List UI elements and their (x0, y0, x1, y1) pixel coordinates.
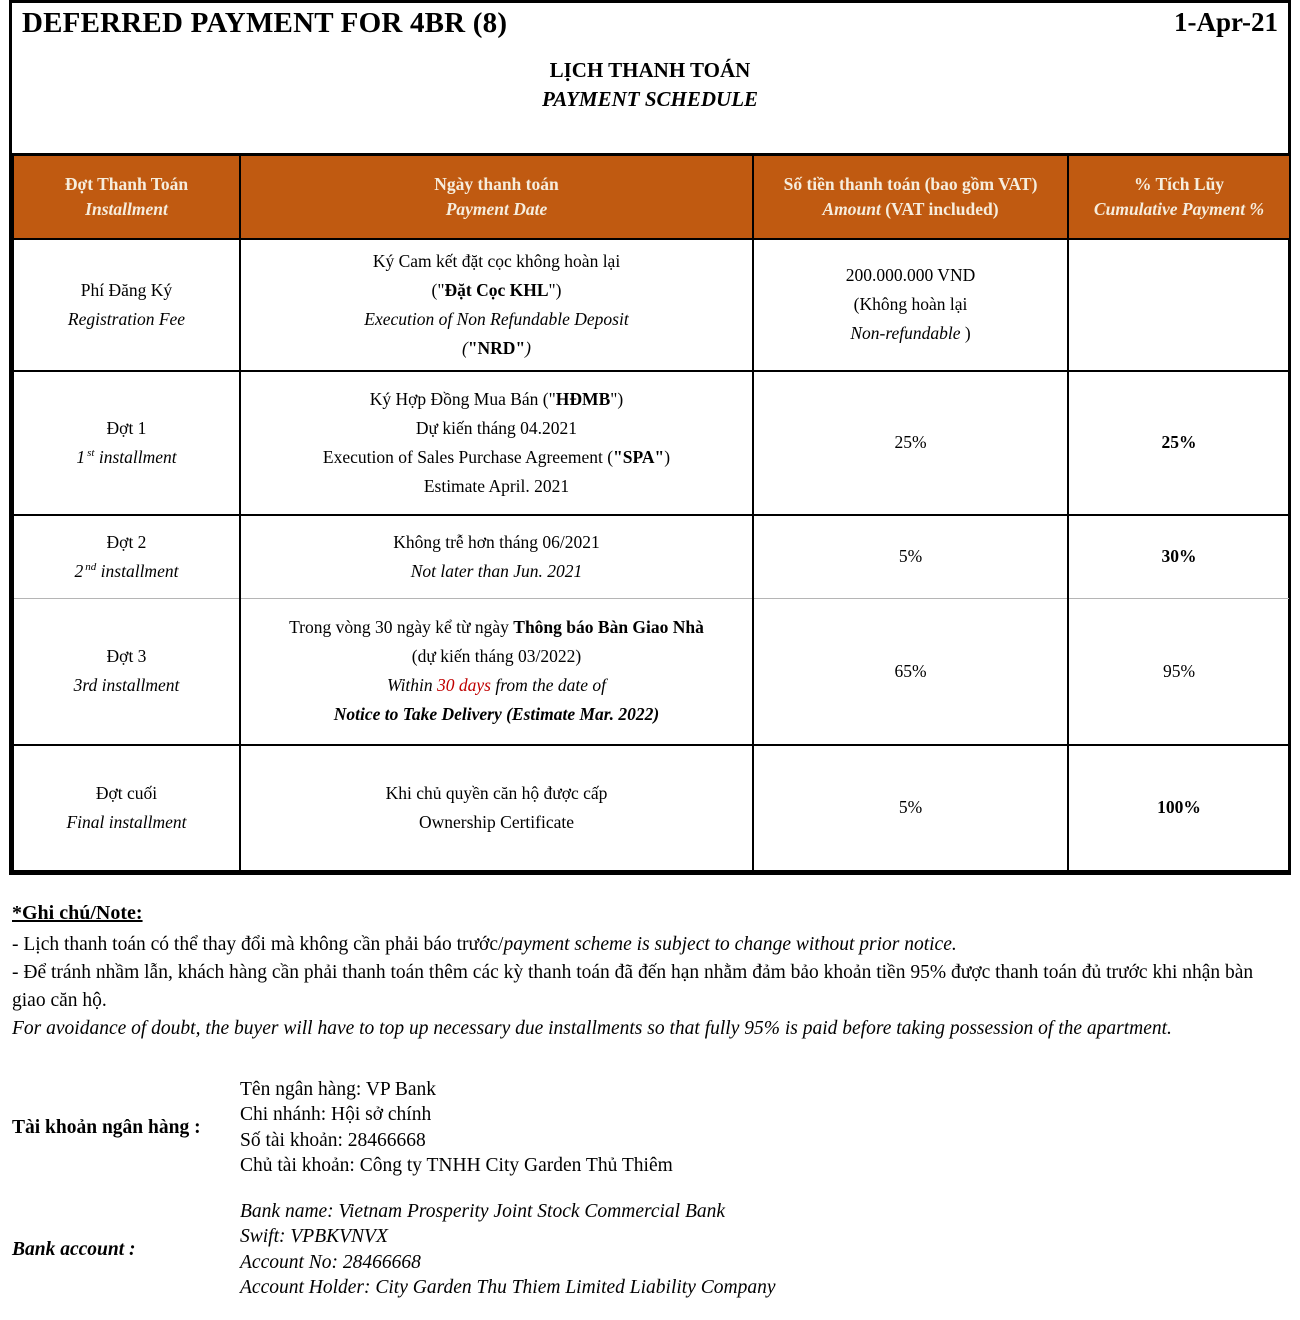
document-frame (9, 0, 1291, 875)
cell-amount: 5% (753, 745, 1068, 871)
note-line-2: - Để tránh nhầm lẫn, khách hàng cần phải thanh toán thêm các kỳ thanh toán đã đến hạn nhằm đảm bảo khoản tiền 95% được thanh toán đủ trước khi nhận bàn giao căn hộ. (12, 961, 1254, 1011)
cell-amount: 200.000.000 VND (Không hoàn lại Non-refundable ) (753, 239, 1068, 371)
bank-swift-line: Swift: VPBKVNVX (240, 1226, 388, 1247)
red-highlight-30-days: 30 days (437, 675, 491, 696)
table-row-installment-3 (13, 599, 1290, 745)
cell-installment: Đợt 3 3rd installment (13, 599, 240, 745)
cell-cumulative: 95% (1068, 599, 1290, 745)
note-line-3: For avoidance of doubt, the buyer will have to top up necessary due installments so that fully 95% is paid before taking possession of the apartment. (12, 1017, 1172, 1039)
cell-cumulative: 25% (1068, 371, 1290, 515)
table-header-row (13, 155, 1290, 239)
cell-installment: Đợt 1 1 $^{st}$ installment (13, 371, 240, 515)
bank-account-holder-line: Account Holder: City Garden Thu Thiem Limited Liability Company (240, 1277, 776, 1298)
cell-payment-date: Ký Cam kết đặt cọc không hoàn lại ("Đặt Cọc KHL") Execution of Non Refundable Deposit ("NRD") (240, 239, 753, 371)
bank-account-english (9, 1199, 1291, 1301)
bank-account-number-line: Account No: 28466668 (240, 1251, 421, 1273)
cell-amount: 65% (753, 599, 1068, 745)
document-date: 1-Apr-21 (1174, 7, 1278, 37)
cell-payment-date: Ký Hợp Đồng Mua Bán ("HĐMB") Dự kiến tháng 04.2021 Execution of Sales Purchase Agreement ("SPA") Estimate April. 2021 (240, 371, 753, 515)
bank-name-line: Bank name: Vietnam Prosperity Joint Stock Commercial Bank (240, 1200, 726, 1222)
cell-amount: 5% (753, 515, 1068, 599)
bank-details-en (240, 1199, 776, 1301)
cell-installment: Đợt cuối Final installment (13, 745, 240, 871)
note-line-1: - Lịch thanh toán có thể thay đổi mà không cần phải báo trước/payment scheme is subject to change without prior notice. (12, 933, 957, 955)
cell-cumulative: 100% (1068, 745, 1290, 871)
payment-schedule-table (12, 153, 1291, 872)
cell-payment-date: Khi chủ quyền căn hộ được cấp Ownership Certificate (240, 745, 753, 871)
column-header-amount: Số tiền thanh toán (bao gồm VAT) Amount (VAT included) (753, 155, 1068, 239)
notes-section (9, 899, 1291, 1043)
column-header-payment-date: Ngày thanh toán Payment Date (240, 155, 753, 239)
cell-cumulative: 30% (1068, 515, 1290, 599)
bank-account-label-en: Bank account : (12, 1238, 136, 1260)
column-header-cumulative: % Tích Lũy Cumulative Payment % (1068, 155, 1290, 239)
bank-account-holder-line: Chủ tài khoản: Công ty TNHH City Garden Thủ Thiêm (240, 1155, 673, 1176)
cell-installment: Phí Đăng Ký Registration Fee (13, 239, 240, 371)
table-row-registration-fee (13, 239, 1290, 371)
cell-installment: Đợt 2 2 $^{nd}$ installment (13, 515, 240, 599)
page-title: DEFERRED PAYMENT FOR 4BR (8) (22, 7, 508, 39)
cell-payment-date: Trong vòng 30 ngày kể từ ngày Thông báo Bàn Giao Nhà (dự kiến tháng 03/2022) Within 30 days from the date of Notice to Take Delivery (Estimate Mar. 2022) (240, 599, 753, 745)
notes-heading: *Ghi chú/Note: (12, 901, 143, 924)
subtitle-english: PAYMENT SCHEDULE (541, 87, 759, 111)
bank-account-number-line: Số tài khoản: 28466668 (240, 1129, 426, 1151)
cell-amount: 25% (753, 371, 1068, 515)
bank-branch-line: Chi nhánh: Hội sở chính (240, 1104, 432, 1125)
title-block (12, 3, 1288, 153)
table-row-installment-1 (13, 371, 1290, 515)
bank-details-vi (240, 1077, 673, 1179)
cell-cumulative (1068, 239, 1290, 371)
subtitle-vietnamese: LỊCH THANH TOÁN (549, 58, 751, 82)
column-header-installment: Đợt Thanh Toán Installment (13, 155, 240, 239)
table-row-final-installment (13, 745, 1290, 871)
bank-account-vietnamese (9, 1077, 1291, 1179)
table-row-installment-2 (13, 515, 1290, 599)
cell-payment-date: Không trễ hơn tháng 06/2021 Not later than Jun. 2021 (240, 515, 753, 599)
bank-account-label-vi: Tài khoản ngân hàng : (12, 1116, 201, 1138)
bank-name-line: Tên ngân hàng: VP Bank (240, 1078, 437, 1100)
